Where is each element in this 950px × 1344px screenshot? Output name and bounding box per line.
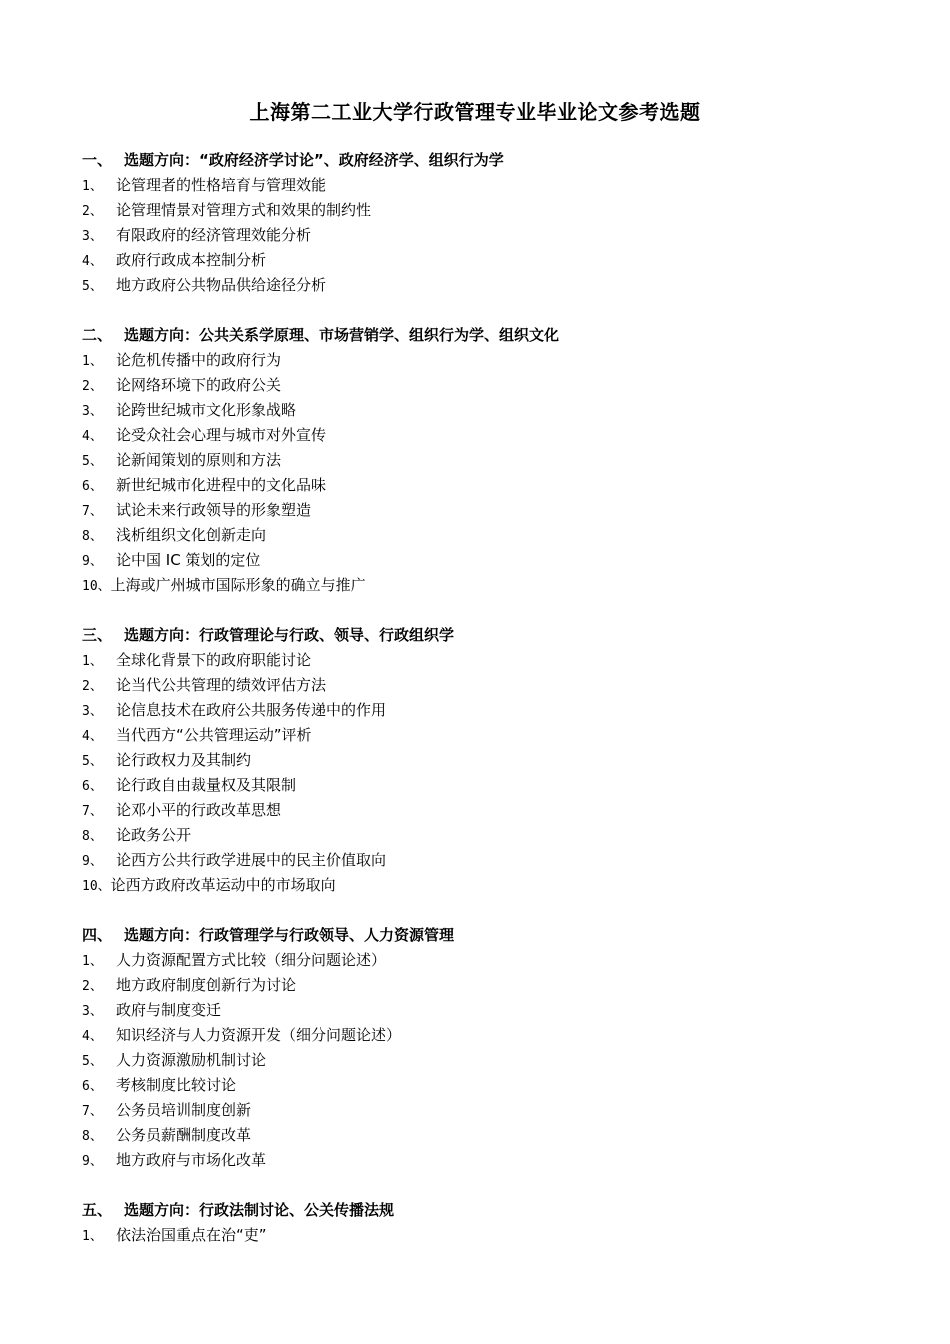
- list-item: [82, 348, 902, 373]
- item-number: 9、: [82, 854, 103, 869]
- section-2: [82, 323, 902, 598]
- list-item: [82, 698, 902, 723]
- list-item: [82, 848, 902, 873]
- item-text: 浅析组织文化创新走向: [116, 526, 267, 544]
- item-number: 1、: [82, 654, 103, 669]
- list-item: [82, 823, 902, 848]
- item-text: 当代西方“公共管理运动”评析: [116, 726, 312, 744]
- section-heading: [82, 1198, 902, 1223]
- topic-list: [82, 148, 902, 1273]
- list-item: [82, 673, 902, 698]
- list-item: [82, 273, 902, 298]
- list-item: [82, 1098, 902, 1123]
- item-text: 论中国 IC 策划的定位: [116, 551, 261, 569]
- item-number: 4、: [82, 429, 103, 444]
- list-item: [82, 498, 902, 523]
- list-item: [82, 173, 902, 198]
- item-number: 3、: [82, 229, 103, 244]
- item-text: 人力资源激励机制讨论: [116, 1051, 267, 1069]
- item-text: 知识经济与人力资源开发（细分问题论述）: [116, 1026, 402, 1044]
- item-text: 论信息技术在政府公共服务传递中的作用: [116, 701, 387, 719]
- document-title: 上海第二工业大学行政管理专业毕业论文参考选题: [249, 100, 701, 124]
- section-number: 五、: [82, 1201, 113, 1219]
- item-number: 2、: [82, 379, 103, 394]
- section-number: 三、: [82, 626, 113, 644]
- item-number: 1、: [82, 954, 103, 969]
- section-heading: [82, 923, 902, 948]
- item-text: 地方政府制度创新行为讨论: [116, 976, 297, 994]
- item-text: 论跨世纪城市文化形象战略: [116, 401, 297, 419]
- item-number: 9、: [82, 1154, 103, 1169]
- item-text: 人力资源配置方式比较（细分问题论述）: [116, 951, 387, 969]
- list-item: [82, 1223, 902, 1248]
- item-number: 7、: [82, 504, 103, 519]
- section-heading: [82, 148, 902, 173]
- list-item: [82, 373, 902, 398]
- list-item: [82, 223, 902, 248]
- item-text: 公务员培训制度创新: [116, 1101, 252, 1119]
- list-item: [82, 723, 902, 748]
- item-text: 有限政府的经济管理效能分析: [116, 226, 312, 244]
- section-heading-text: 选题方向：行政法制讨论、公关传播法规: [124, 1201, 395, 1219]
- item-text: 全球化背景下的政府职能讨论: [116, 651, 312, 669]
- item-number: 6、: [82, 1079, 103, 1094]
- section-number: 四、: [82, 926, 113, 944]
- item-number: 8、: [82, 829, 103, 844]
- item-number: 8、: [82, 1129, 103, 1144]
- list-item: [82, 573, 902, 598]
- item-text: 上海或广州城市国际形象的确立与推广: [110, 576, 366, 594]
- section-heading: [82, 323, 902, 348]
- item-number: 2、: [82, 204, 103, 219]
- section-heading-text: 选题方向：公共关系学原理、市场营销学、组织行为学、组织文化: [124, 326, 560, 344]
- list-item: [82, 1123, 902, 1148]
- item-number: 5、: [82, 1054, 103, 1069]
- item-text: 公务员薪酬制度改革: [116, 1126, 252, 1144]
- list-item: [82, 873, 902, 898]
- item-text: 论西方政府改革运动中的市场取向: [110, 876, 336, 894]
- item-number: 4、: [82, 254, 103, 269]
- item-text: 论新闻策划的原则和方法: [116, 451, 282, 469]
- section-1: [82, 148, 902, 298]
- list-item: [82, 773, 902, 798]
- item-text: 论网络环境下的政府公关: [116, 376, 282, 394]
- item-number: 4、: [82, 1029, 103, 1044]
- item-number: 3、: [82, 404, 103, 419]
- item-number: 5、: [82, 754, 103, 769]
- item-number: 7、: [82, 804, 103, 819]
- item-text: 新世纪城市化进程中的文化品味: [116, 476, 327, 494]
- section-heading: [82, 623, 902, 648]
- item-number: 2、: [82, 679, 103, 694]
- list-item: [82, 1073, 902, 1098]
- section-number: 二、: [82, 326, 113, 344]
- item-text: 论行政自由裁量权及其限制: [116, 776, 297, 794]
- item-number: 1、: [82, 1229, 103, 1244]
- item-number: 3、: [82, 1004, 103, 1019]
- item-text: 论受众社会心理与城市对外宣传: [116, 426, 327, 444]
- item-text: 论政务公开: [116, 826, 192, 844]
- item-number: 1、: [82, 179, 103, 194]
- section-3: [82, 623, 902, 898]
- item-number: 5、: [82, 279, 103, 294]
- item-text: 考核制度比较讨论: [116, 1076, 237, 1094]
- list-item: [82, 423, 902, 448]
- list-item: [82, 398, 902, 423]
- section-heading-text: 选题方向：行政管理学与行政领导、人力资源管理: [124, 926, 455, 944]
- list-item: [82, 798, 902, 823]
- item-text: 论邓小平的行政改革思想: [116, 801, 282, 819]
- section-5: [82, 1198, 902, 1248]
- item-text: 地方政府公共物品供给途径分析: [116, 276, 327, 294]
- item-number: 10、: [82, 579, 111, 594]
- list-item: [82, 648, 902, 673]
- list-item: [82, 248, 902, 273]
- item-number: 8、: [82, 529, 103, 544]
- item-text: 论管理情景对管理方式和效果的制约性: [116, 201, 372, 219]
- item-text: 论管理者的性格培育与管理效能: [116, 176, 327, 194]
- list-item: [82, 748, 902, 773]
- list-item: [82, 1148, 902, 1173]
- item-number: 10、: [82, 879, 111, 894]
- section-heading-text: 选题方向：行政管理论与行政、领导、行政组织学: [124, 626, 455, 644]
- list-item: [82, 948, 902, 973]
- list-item: [82, 1023, 902, 1048]
- item-number: 1、: [82, 354, 103, 369]
- item-number: 7、: [82, 1104, 103, 1119]
- list-item: [82, 473, 902, 498]
- item-number: 9、: [82, 554, 103, 569]
- section-number: 一、: [82, 151, 113, 169]
- section-4: [82, 923, 902, 1173]
- list-item: [82, 523, 902, 548]
- item-text: 地方政府与市场化改革: [116, 1151, 267, 1169]
- item-text: 论危机传播中的政府行为: [116, 351, 282, 369]
- list-item: [82, 998, 902, 1023]
- item-text: 政府与制度变迁: [116, 1001, 222, 1019]
- item-text: 政府行政成本控制分析: [116, 251, 267, 269]
- list-item: [82, 548, 902, 573]
- list-item: [82, 448, 902, 473]
- item-number: 2、: [82, 979, 103, 994]
- item-number: 3、: [82, 704, 103, 719]
- section-heading-text: 选题方向：“政府经济学讨论”、政府经济学、组织行为学: [124, 151, 504, 169]
- item-text: 论西方公共行政学进展中的民主价值取向: [116, 851, 387, 869]
- list-item: [82, 973, 902, 998]
- list-item: [82, 198, 902, 223]
- item-text: 依法治国重点在治“吏”: [116, 1226, 267, 1244]
- item-number: 4、: [82, 729, 103, 744]
- item-number: 6、: [82, 479, 103, 494]
- list-item: [82, 1048, 902, 1073]
- item-text: 论行政权力及其制约: [116, 751, 252, 769]
- item-number: 5、: [82, 454, 103, 469]
- item-text: 试论未来行政领导的形象塑造: [116, 501, 312, 519]
- item-text: 论当代公共管理的绩效评估方法: [116, 676, 327, 694]
- item-number: 6、: [82, 779, 103, 794]
